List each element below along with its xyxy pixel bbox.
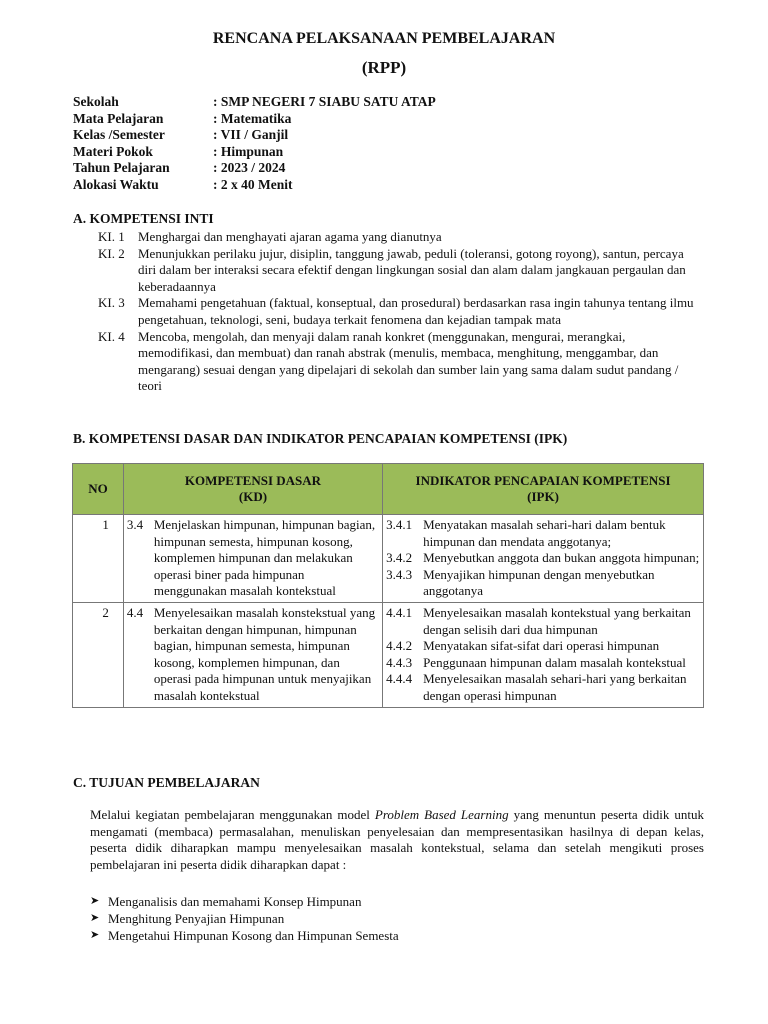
ki-code: KI. 2 (98, 245, 125, 261)
identity-block (73, 94, 436, 193)
kd-text: Menyelesaikan masalah konstekstual yang berkaitan dengan himpunan, himpunan bagian, himpunan semesta, himpunan kosong, komplemen himpunan, dan operasi pada himpunan untuk menyajikan masalah kontekstual (153, 604, 376, 703)
ipk-text: Menyebutkan anggota dan bukan anggota himpunan; (423, 550, 700, 566)
ipk-code: 3.4.1 (386, 517, 413, 532)
info-row-class (73, 127, 436, 144)
ipk-code: 4.4.1 (386, 604, 413, 620)
ipk-text: Menyelesaikan masalah kontekstual yang berkaitan dengan selisih dari dua himpunan (423, 604, 691, 637)
ki-text: Menghargai dan menghayati ajaran agama yang dianutnya (138, 229, 442, 244)
kd-ipk-table (72, 463, 704, 708)
header-ipk-line1: INDIKATOR PENCAPAIAN KOMPETENSI (415, 473, 671, 488)
list-item (90, 893, 399, 910)
table-header-row (73, 464, 704, 515)
table-row (73, 515, 704, 603)
ipk-text: Menyajikan himpunan dengan menyebutkan anggotanya (423, 566, 655, 599)
info-value: : 2023 / 2024 (213, 160, 286, 175)
ipk-text: Penggunaan himpunan dalam masalah kontekstual (423, 654, 686, 670)
table-row (73, 602, 704, 707)
ipk-cell (383, 515, 704, 603)
section-c-heading: C. TUJUAN PEMBELAJARAN (73, 775, 260, 790)
ipk-code: 3.4.2 (386, 550, 413, 566)
ipk-entry (386, 567, 700, 600)
info-value: : 2 x 40 Menit (213, 176, 293, 192)
ipk-entry (386, 550, 700, 567)
bullet-text: Menghitung Penyajian Himpunan (108, 911, 285, 926)
ipk-text: Menyatakan masalah sehari-hari dalam bentuk himpunan dan mendata anggotanya; (423, 517, 666, 549)
tujuan-list (90, 893, 399, 944)
kd-text: Menjelaskan himpunan, himpunan bagian, himpunan semesta, himpunan kosong, komplemen himpunan dan melakukan operasi biner pada himpunan menggunakan masalah kontekstual (153, 517, 376, 599)
tujuan-paragraph (90, 807, 704, 874)
info-label: Sekolah (73, 94, 119, 109)
kd-code: 3.4 (126, 517, 144, 532)
row-number: 2 (73, 602, 124, 707)
ipk-entry (386, 638, 700, 655)
ipk-entry (386, 605, 700, 638)
info-value: : SMP NEGERI 7 SIABU SATU ATAP (213, 94, 436, 109)
kd-code: 4.4 (126, 604, 144, 620)
header-ipk (383, 464, 704, 515)
info-label: Tahun Pelajaran (73, 160, 170, 175)
ipk-text: Menyelesaikan masalah sehari-hari yang berkaitan dengan operasi himpunan (423, 671, 687, 703)
ki-code: KI. 3 (98, 295, 125, 311)
info-row-topic (73, 144, 436, 161)
list-item (98, 229, 698, 246)
arrow-bullet-icon: ➤ (90, 929, 100, 941)
list-item (98, 329, 698, 395)
ipk-cell (383, 602, 704, 707)
ki-text: Menunjukkan perilaku jujur, disiplin, tanggung jawab, peduli (toleransi, gotong royong), santun, percaya diri dalam ber interaksi secara efektif dengan lingkungan sosial dan alam dalam jangkauan pergaulan dan keberadaannya (138, 245, 686, 294)
header-kd (123, 464, 382, 515)
kd-cell (123, 515, 382, 603)
info-value: : VII / Ganjil (213, 127, 289, 142)
ki-code: KI. 1 (98, 229, 125, 244)
info-row-school (73, 94, 436, 111)
header-kd-line1: KOMPETENSI DASAR (184, 473, 322, 488)
ipk-code: 4.4.2 (386, 638, 413, 654)
section-b-heading: B. KOMPETENSI DASAR DAN INDIKATOR PENCAPAIAN KOMPETENSI (IPK) (73, 431, 568, 446)
model-name: Problem Based Learning (374, 807, 509, 822)
info-label: Kelas /Semester (73, 127, 165, 142)
bullet-text: Mengetahui Himpunan Kosong dan Himpunan Semesta (108, 928, 399, 943)
arrow-bullet-icon: ➤ (90, 895, 100, 907)
ki-text: Memahami pengetahuan (faktual, konseptual, dan prosedural) berdasarkan rasa ingin tahunya tentang ilmu pengetahuan, teknologi, seni, budaya terkait fenomena dan kejadian tampak mata (138, 295, 694, 327)
info-label: Mata Pelajaran (73, 110, 164, 126)
bullet-text: Menganalisis dan memahami Konsep Himpunan (108, 894, 362, 909)
info-value: : Matematika (213, 110, 292, 126)
kompetensi-inti-list (98, 229, 698, 395)
header-kd-line2: (KD) (238, 489, 268, 504)
kd-entry (127, 605, 379, 705)
para-text: Melalui kegiatan pembelajaran menggunakan model (90, 807, 375, 822)
document-subtitle: (RPP) (361, 58, 407, 77)
row-number: 1 (73, 515, 124, 603)
ipk-entry (386, 671, 700, 704)
ipk-entry (386, 655, 700, 672)
info-label: Alokasi Waktu (73, 176, 159, 192)
ki-code: KI. 4 (98, 328, 125, 344)
ipk-code: 4.4.4 (386, 671, 413, 687)
kd-entry (127, 517, 379, 600)
ipk-code: 3.4.3 (386, 566, 413, 582)
section-a-heading: A. KOMPETENSI INTI (73, 211, 214, 226)
document-title: RENCANA PELAKSANAAN PEMBELAJARAN (212, 30, 556, 47)
ipk-entry (386, 517, 700, 550)
ipk-code: 4.4.3 (386, 654, 413, 670)
header-ipk-line2: (IPK) (527, 489, 559, 504)
para-text: yang menuntun peserta didik untuk mengamati (membaca) permasalahan, menuliskan penyelesaian dan mempresentasikan hasilnya di depan kelas, peserta didik diharapkan mampu menyelesaikan masalah kontekstual, selama dan setelah mengikuti proses pembelajaran ini peserta didik diharapkan dapat : (90, 807, 704, 873)
info-row-subject (73, 111, 436, 128)
arrow-bullet-icon: ➤ (90, 912, 100, 924)
info-label: Materi Pokok (73, 143, 153, 159)
list-item (90, 927, 399, 944)
kd-cell (123, 602, 382, 707)
list-item (98, 295, 698, 328)
list-item (98, 246, 698, 296)
ipk-text: Menyatakan sifat-sifat dari operasi himpunan (423, 638, 660, 654)
info-row-year (73, 160, 436, 177)
list-item (90, 910, 399, 927)
info-row-time (73, 177, 436, 194)
info-value: : Himpunan (213, 143, 284, 159)
ki-text: Mencoba, mengolah, dan menyaji dalam ranah konkret (menggunakan, mengurai, merangkai, memodifikasi, dan membuat) dan ranah abstrak (menulis, membaca, menghitung, menggambar, dan mengarang) sesuai dengan yang dipelajari di sekolah dan sumber lain yang sama dalam sudut pandang / teori (138, 328, 679, 394)
header-no: NO (73, 464, 124, 515)
